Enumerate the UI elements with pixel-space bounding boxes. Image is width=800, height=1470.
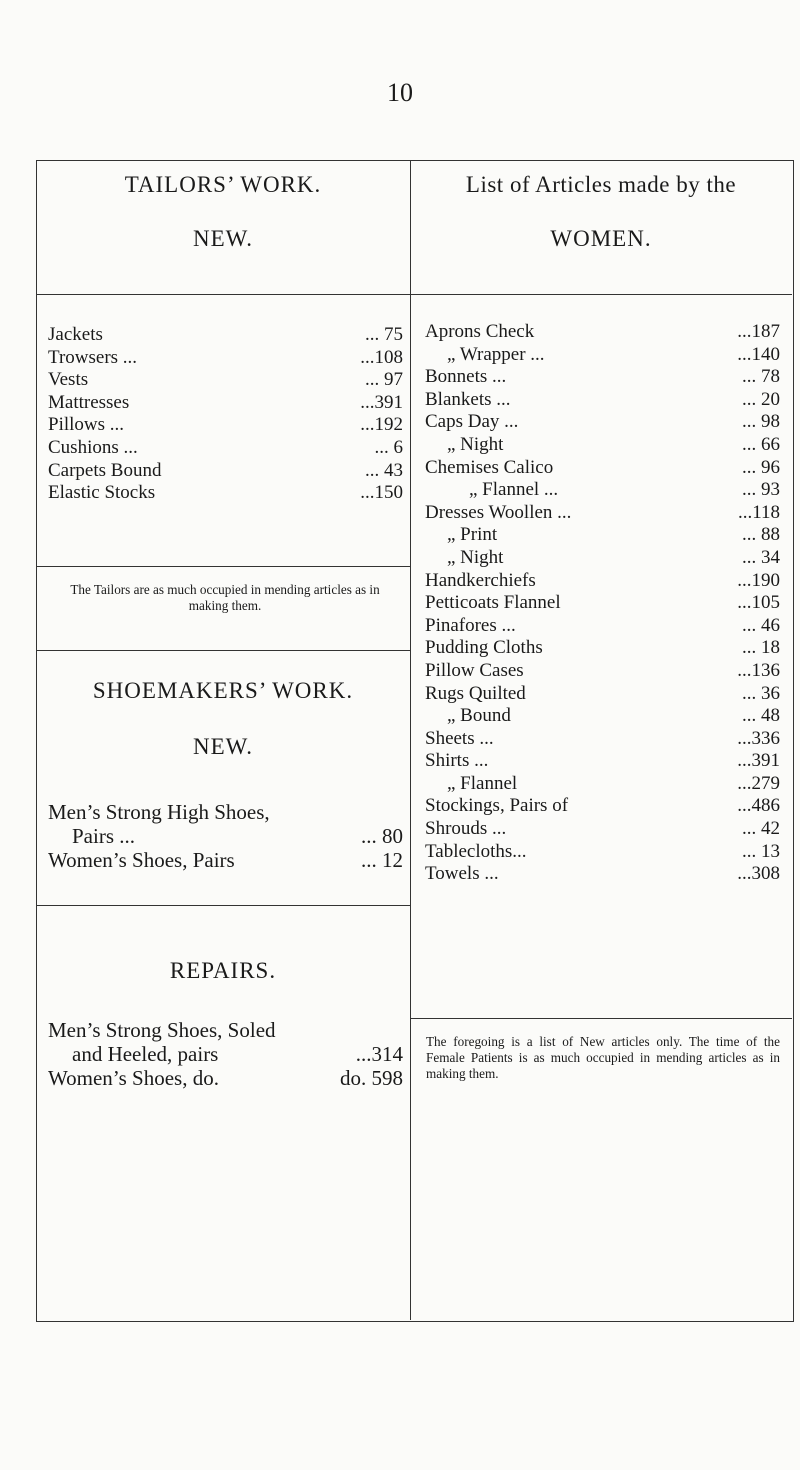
tailors-title: TAILORS’ WORK. [124,172,322,197]
repairs-line: Men’s Strong Shoes, Soled [48,1018,276,1042]
list-item: Jackets ... 75 [48,324,403,345]
list-item: Women’s Shoes, Pairs ... 12 [48,848,403,872]
list-item: Pillow Cases ...136 [425,659,780,681]
list-item: Chemises Calico ... 96 [425,456,780,478]
shoemakers-title: SHOEMAKERS’ WORK. [92,678,354,703]
list-item: „ Print ... 88 [447,524,780,546]
list-item: and Heeled, pairs ...314 [72,1042,403,1066]
list-item: Stockings, Pairs of ...486 [425,795,780,817]
list-item: Petticoats Flannel ...105 [425,592,780,614]
page-number: 10 [387,78,413,107]
repairs-list [48,1018,403,1090]
list-item: Blankets ... ... 20 [425,388,780,410]
list-item: Bonnets ... ... 78 [425,366,780,388]
list-item: Dresses Woollen ... ...118 [425,501,780,523]
tailors-note-rule [36,650,410,651]
list-item: „ Night ... 66 [447,433,780,455]
list-item: Pudding Cloths ... 18 [425,637,780,659]
list-item: „ Flannel ...279 [447,772,780,794]
list-item: „ Flannel ... ... 93 [469,479,780,501]
list-item: Elastic Stocks ...150 [48,482,403,504]
list-item: Pairs ... ... 80 [72,824,403,848]
list-item: Towels ... ...308 [425,863,780,885]
header-rule [36,294,792,295]
tailors-list [48,324,403,505]
list-item: Mattresses ...391 [48,391,403,413]
column-divider [410,160,411,1320]
list-item: Vests ... 97 [48,369,403,391]
women-title: List of Articles made by the [465,172,737,197]
shoemakers-subtitle: NEW. [192,734,253,759]
tailors-rule [36,566,410,567]
shoemakers-line: Men’s Strong High Shoes, [48,800,270,824]
women-subtitle: WOMEN. [550,226,652,251]
list-item: Trowsers ... ...108 [48,346,403,368]
list-item: Carpets Bound ... 43 [48,459,403,481]
women-list [425,321,780,886]
list-item: Caps Day ... ... 98 [425,411,780,433]
list-item: „ Bound ... 48 [447,705,780,727]
tailors-note: The Tailors are as much occupied in mending articles as in making them. [70,582,380,613]
shoemakers-list [48,800,403,872]
women-list-rule [410,1018,792,1019]
list-item: Rugs Quilted ... 36 [425,682,780,704]
list-item: Tablecloths... ... 13 [425,840,780,862]
list-item: Handkerchiefs ...190 [425,569,780,591]
list-item: „ Night ... 34 [447,546,780,568]
repairs-title: REPAIRS. [169,958,277,983]
list-item: Pillows ... ...192 [48,414,403,436]
list-item: Women’s Shoes, do. do. 598 [48,1066,403,1090]
list-item: Pinafores ... ... 46 [425,614,780,636]
list-item: Shrouds ... ... 42 [425,818,780,840]
tailors-subtitle: NEW. [192,226,253,251]
list-item: Cushions ... ... 6 [48,436,403,458]
women-note: The foregoing is a list of New articles only. The time of the Female Patients is as much occupied in mending articles as in making them. [426,1034,780,1081]
list-item: „ Wrapper ... ...140 [447,343,780,365]
list-item: Aprons Check ...187 [425,321,780,342]
list-item: Shirts ... ...391 [425,750,780,772]
shoemakers-rule [36,905,410,906]
list-item: Sheets ... ...336 [425,727,780,749]
